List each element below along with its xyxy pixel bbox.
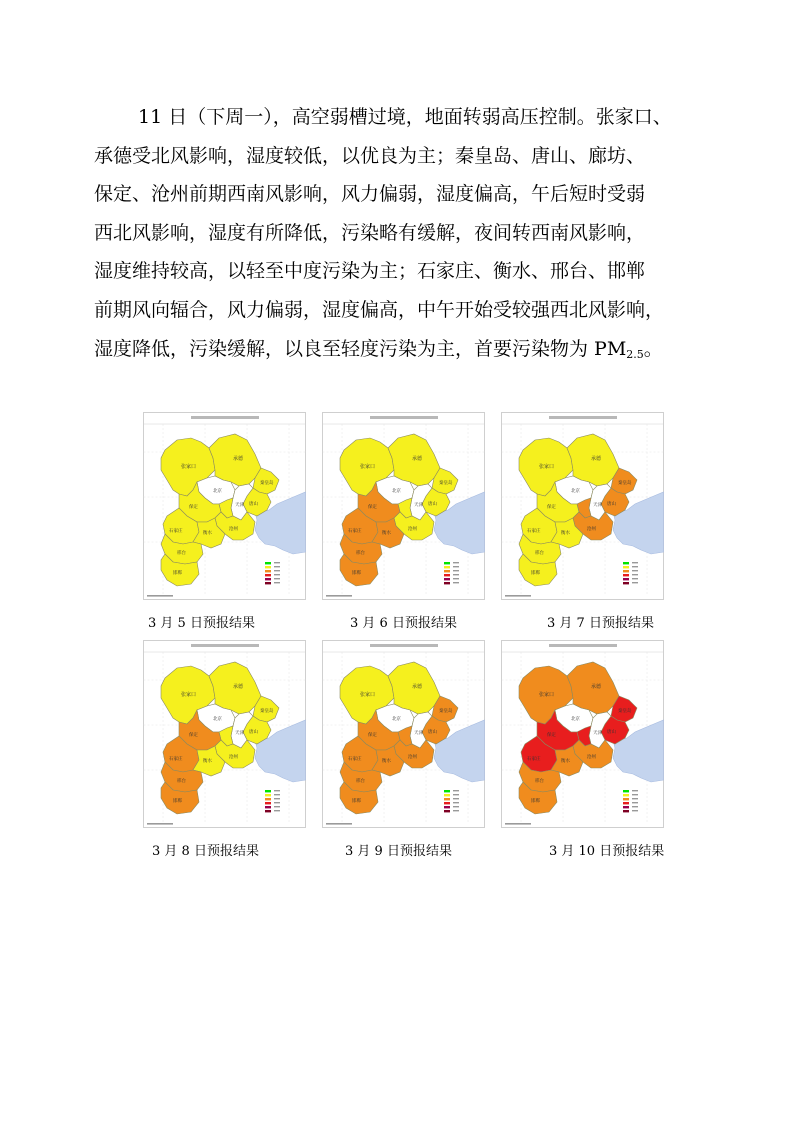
legend-text-mark	[632, 566, 638, 567]
map-title-bar	[370, 416, 438, 419]
map-label: 沧州	[408, 755, 417, 760]
map-label: 石家庄	[348, 529, 362, 534]
map-label: 秦皇岛	[618, 709, 632, 714]
map-label: 承德	[412, 684, 423, 690]
map-label: 沧州	[229, 755, 238, 760]
map-label: 衡水	[203, 759, 212, 764]
map-label: 邢台	[177, 551, 186, 556]
map-label: 邢台	[535, 551, 544, 556]
forecast-map	[501, 640, 664, 828]
map-footer-mark	[147, 595, 173, 597]
map-caption: 3 月 6 日预报结果	[350, 616, 457, 631]
map-label: 石家庄	[527, 529, 541, 534]
map-label: 北京	[571, 489, 580, 494]
legend-text-mark	[453, 798, 459, 799]
map-label: 北京	[213, 489, 222, 494]
map-caption: 3 月 8 日预报结果	[152, 844, 259, 859]
legend-swatch	[444, 806, 450, 808]
map-label: 天津	[593, 503, 602, 508]
legend-text-mark	[632, 798, 638, 799]
legend-text-mark	[632, 810, 638, 811]
forecast-map	[322, 412, 485, 600]
map-label: 承德	[591, 684, 602, 690]
map-label: 保定	[547, 505, 556, 510]
map-label: 秦皇岛	[260, 481, 274, 486]
map-label: 邯郸	[531, 799, 540, 804]
map-label: 秦皇岛	[618, 481, 632, 486]
legend-swatch	[623, 566, 629, 568]
map-label: 石家庄	[527, 757, 541, 762]
legend-swatch	[444, 570, 450, 572]
legend-swatch	[623, 790, 629, 792]
legend-swatch	[265, 794, 271, 796]
map-label: 唐山	[607, 730, 616, 735]
map-label: 保定	[189, 505, 198, 510]
map-footer-mark	[147, 823, 173, 825]
map-footer-mark	[505, 823, 531, 825]
forecast-map	[501, 412, 664, 600]
legend-swatch	[444, 810, 450, 812]
legend-text-mark	[632, 806, 638, 807]
map-label: 衡水	[561, 759, 570, 764]
map-label: 石家庄	[169, 529, 183, 534]
map-label: 承德	[412, 456, 423, 462]
map-label: 北京	[213, 717, 222, 722]
legend-swatch	[623, 798, 629, 800]
map-label: 唐山	[607, 502, 616, 507]
map-label: 天津	[593, 731, 602, 736]
paragraph-line: 承德受北风影响，湿度较低，以优良为主；秦皇岛、唐山、廊坊、	[94, 144, 646, 167]
legend-swatch	[623, 574, 629, 576]
legend-text-mark	[274, 562, 280, 563]
forecast-map	[143, 412, 306, 600]
legend-text-mark	[274, 566, 280, 567]
map-footer-mark	[326, 595, 352, 597]
legend-swatch	[444, 562, 450, 564]
map-label: 邯郸	[352, 799, 361, 804]
legend-text-mark	[632, 562, 638, 563]
legend-text-mark	[453, 802, 459, 803]
legend-swatch	[623, 582, 629, 584]
map-caption: 3 月 5 日预报结果	[148, 616, 255, 631]
map-label: 保定	[368, 505, 377, 510]
map-label: 唐山	[428, 502, 437, 507]
legend-text-mark	[453, 574, 459, 575]
map-label: 石家庄	[169, 757, 183, 762]
map-label: 秦皇岛	[439, 481, 453, 486]
map-title-bar	[549, 416, 617, 419]
map-label: 北京	[392, 489, 401, 494]
map-label: 承德	[233, 456, 244, 462]
legend-swatch	[265, 566, 271, 568]
forecast-map	[322, 640, 485, 828]
forecast-map-figure	[143, 640, 306, 828]
paragraph-line: 11 日（下周一），高空弱槽过境，地面转弱高压控制。张家口、	[138, 106, 672, 128]
pm-subscript: 2.5	[626, 347, 644, 361]
legend-text-mark	[632, 790, 638, 791]
map-label: 邢台	[356, 779, 365, 784]
forecast-map-figure	[322, 640, 485, 828]
paragraph-line: 西北风影响，湿度有所降低，污染略有缓解，夜间转西南风影响，	[94, 221, 646, 244]
legend-swatch	[265, 802, 271, 804]
legend-swatch	[623, 570, 629, 572]
map-label: 天津	[414, 503, 423, 508]
map-label: 邯郸	[531, 571, 540, 576]
legend-text-mark	[453, 790, 459, 791]
legend-text-mark	[453, 570, 459, 571]
map-label: 保定	[368, 733, 377, 738]
legend-text-mark	[453, 566, 459, 567]
map-label: 衡水	[382, 531, 391, 536]
legend-swatch	[623, 802, 629, 804]
legend-swatch	[265, 574, 271, 576]
map-label: 张家口	[360, 692, 376, 698]
paragraph-line: 保定、沧州前期西南风影响，风力偏弱，湿度偏高，午后短时受弱	[94, 183, 646, 206]
map-caption: 3 月 10 日预报结果	[549, 844, 665, 859]
legend-swatch	[444, 798, 450, 800]
map-label: 沧州	[229, 527, 238, 532]
legend-swatch	[623, 810, 629, 812]
paragraph-line: 前期风向辐合，风力偏弱，湿度偏高，中午开始受较强西北风影响，	[94, 298, 665, 321]
legend-text-mark	[453, 794, 459, 795]
legend-swatch	[623, 806, 629, 808]
map-label: 承德	[591, 456, 602, 462]
legend-swatch	[623, 578, 629, 580]
map-label: 天津	[235, 731, 244, 736]
map-title-bar	[191, 416, 259, 419]
legend-swatch	[444, 802, 450, 804]
map-label: 邢台	[356, 551, 365, 556]
forecast-map-figure	[322, 412, 485, 600]
legend-text-mark	[274, 798, 280, 799]
legend-swatch	[265, 806, 271, 808]
legend-text-mark	[274, 810, 280, 811]
map-caption: 3 月 7 日预报结果	[547, 616, 654, 631]
map-label: 唐山	[249, 730, 258, 735]
map-label: 沧州	[408, 527, 417, 532]
map-label: 唐山	[428, 730, 437, 735]
legend-text-mark	[453, 806, 459, 807]
map-label: 邢台	[535, 779, 544, 784]
paragraph-line: 湿度维持较高，以轻至中度污染为主；石家庄、衡水、邢台、邯郸	[94, 260, 646, 283]
legend-text-mark	[632, 802, 638, 803]
legend-swatch	[265, 790, 271, 792]
legend-text-mark	[274, 582, 280, 583]
legend-text-mark	[453, 582, 459, 583]
legend-text-mark	[632, 578, 638, 579]
map-label: 秦皇岛	[260, 709, 274, 714]
legend-swatch	[444, 582, 450, 584]
map-title-bar	[191, 644, 259, 647]
legend-text-mark	[274, 790, 280, 791]
map-caption: 3 月 9 日预报结果	[345, 844, 452, 859]
paragraph-line-last	[94, 330, 708, 375]
legend-swatch	[265, 582, 271, 584]
map-label: 石家庄	[348, 757, 362, 762]
map-label: 张家口	[181, 464, 197, 470]
legend-text-mark	[632, 582, 638, 583]
paragraph-period: 。	[643, 337, 663, 360]
map-label: 张家口	[539, 464, 555, 470]
legend-text-mark	[274, 570, 280, 571]
legend-text-mark	[274, 806, 280, 807]
map-label: 北京	[571, 717, 580, 722]
map-label: 衡水	[561, 531, 570, 536]
legend-text-mark	[274, 794, 280, 795]
map-label: 天津	[414, 731, 423, 736]
legend-swatch	[444, 578, 450, 580]
map-label: 邯郸	[352, 571, 361, 576]
legend-text-mark	[453, 810, 459, 811]
forecast-map-figure	[143, 412, 306, 600]
legend-swatch	[623, 562, 629, 564]
legend-swatch	[265, 798, 271, 800]
legend-swatch	[265, 562, 271, 564]
map-label: 邯郸	[173, 571, 182, 576]
map-label: 张家口	[360, 464, 376, 470]
legend-swatch	[623, 794, 629, 796]
legend-text-mark	[632, 570, 638, 571]
map-label: 天津	[235, 503, 244, 508]
legend-text-mark	[632, 794, 638, 795]
map-label: 北京	[392, 717, 401, 722]
legend-text-mark	[274, 574, 280, 575]
legend-swatch	[444, 794, 450, 796]
map-label: 保定	[547, 733, 556, 738]
forecast-paragraph	[94, 98, 708, 374]
legend-text-mark	[453, 562, 459, 563]
legend-swatch	[444, 574, 450, 576]
map-label: 沧州	[587, 527, 596, 532]
forecast-map-figure	[501, 640, 664, 828]
map-title-bar	[549, 644, 617, 647]
legend-text-mark	[274, 578, 280, 579]
map-title-bar	[370, 644, 438, 647]
map-label: 张家口	[181, 692, 197, 698]
legend-text-mark	[453, 578, 459, 579]
legend-text-mark	[632, 574, 638, 575]
map-label: 张家口	[539, 692, 555, 698]
paragraph-text: 湿度降低，污染缓解，以良至轻度污染为主，首要污染物为 PM	[94, 337, 627, 360]
map-label: 秦皇岛	[439, 709, 453, 714]
forecast-map	[143, 640, 306, 828]
legend-text-mark	[274, 802, 280, 803]
map-label: 保定	[189, 733, 198, 738]
legend-swatch	[265, 570, 271, 572]
map-footer-mark	[505, 595, 531, 597]
map-label: 衡水	[203, 531, 212, 536]
map-label: 唐山	[249, 502, 258, 507]
map-footer-mark	[326, 823, 352, 825]
legend-swatch	[444, 790, 450, 792]
legend-swatch	[265, 810, 271, 812]
map-label: 承德	[233, 684, 244, 690]
map-label: 邯郸	[173, 799, 182, 804]
map-label: 衡水	[382, 759, 391, 764]
map-label: 邢台	[177, 779, 186, 784]
legend-swatch	[265, 578, 271, 580]
map-label: 沧州	[587, 755, 596, 760]
legend-swatch	[444, 566, 450, 568]
forecast-map-figure	[501, 412, 664, 600]
